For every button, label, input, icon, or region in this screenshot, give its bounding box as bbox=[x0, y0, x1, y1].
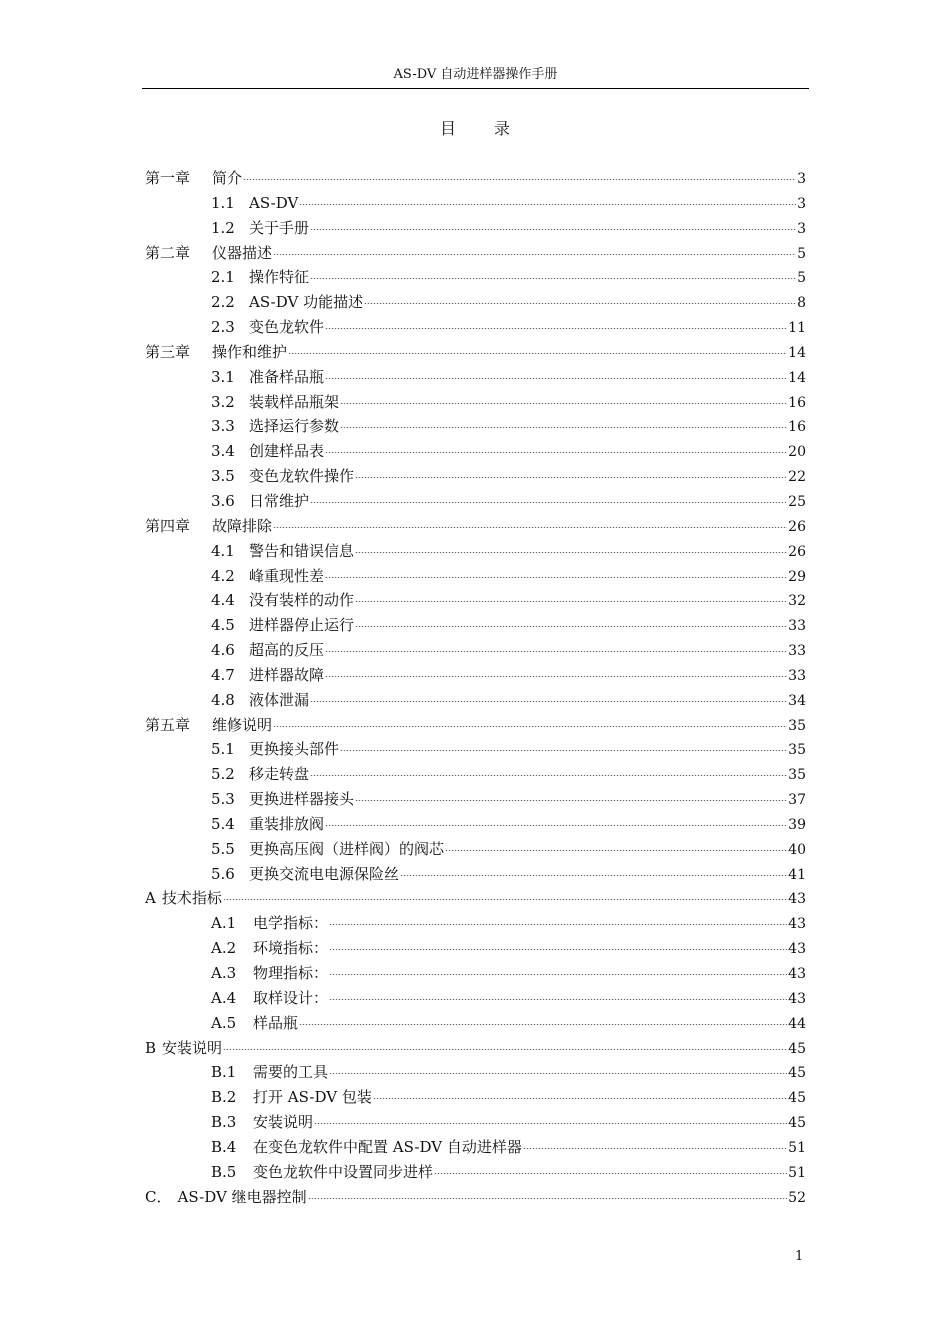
dot-leader bbox=[400, 875, 787, 876]
toc-entry-number: 2.3 bbox=[211, 318, 235, 337]
dot-leader bbox=[434, 1173, 787, 1174]
toc-entry[interactable] bbox=[145, 514, 806, 539]
toc-entry[interactable] bbox=[145, 439, 806, 464]
header-rule bbox=[142, 88, 809, 89]
toc-entry-number: 4.5 bbox=[211, 616, 235, 635]
toc-entry-label: 操作特征 bbox=[249, 268, 310, 287]
toc-entry-page: 3 bbox=[797, 171, 806, 187]
toc-entry-page: 37 bbox=[788, 792, 806, 809]
toc-entry-page: 3 bbox=[797, 220, 806, 237]
toc-entry-number: 第三章 bbox=[145, 342, 191, 361]
toc-entry-page: 43 bbox=[788, 990, 806, 1007]
toc-entry-label: 安装说明 bbox=[162, 1038, 223, 1057]
dot-leader bbox=[340, 403, 787, 404]
dot-leader bbox=[273, 726, 787, 727]
toc-entry-number: 4.7 bbox=[211, 665, 235, 684]
dot-leader bbox=[355, 800, 787, 801]
toc-entry[interactable] bbox=[145, 638, 806, 663]
toc-entry-page: 43 bbox=[788, 891, 806, 908]
toc-entry[interactable] bbox=[145, 1085, 806, 1110]
toc-entry[interactable] bbox=[145, 886, 806, 911]
toc-entry-page: 26 bbox=[788, 543, 806, 560]
toc-entry-label: 创建样品表 bbox=[249, 442, 325, 461]
toc-entry-page: 33 bbox=[788, 643, 806, 660]
dot-leader bbox=[308, 1198, 788, 1199]
dot-leader bbox=[310, 701, 787, 702]
toc-entry-number: B.5 bbox=[211, 1162, 237, 1181]
dot-leader bbox=[310, 278, 796, 279]
toc-entry-label: AS-DV 功能描述 bbox=[249, 293, 364, 312]
toc-entry-label: 样品瓶 bbox=[253, 1013, 299, 1032]
toc-entry-number: A.2 bbox=[211, 939, 237, 958]
toc-entry-number: 5.6 bbox=[211, 864, 235, 883]
toc-entry-number: 4.1 bbox=[211, 541, 235, 560]
toc-entry-page: 11 bbox=[788, 320, 806, 337]
toc-entry-label: 取样设计： bbox=[253, 988, 329, 1007]
toc-entry-number: 1.2 bbox=[211, 218, 235, 237]
dot-leader bbox=[223, 899, 787, 900]
toc-entry-number: B.2 bbox=[211, 1088, 237, 1107]
toc-entry-label: 更换进样器接头 bbox=[249, 790, 355, 809]
dot-leader bbox=[325, 651, 787, 652]
toc-entry-label: 操作和维护 bbox=[212, 342, 288, 361]
toc-entry-page: 25 bbox=[788, 493, 806, 510]
toc-entry[interactable] bbox=[145, 216, 806, 241]
toc-entry-number: 4.4 bbox=[211, 591, 235, 610]
toc-entry-page: 40 bbox=[788, 841, 806, 858]
toc-entry-number: B.4 bbox=[211, 1137, 237, 1156]
toc-entry[interactable] bbox=[145, 1011, 806, 1036]
toc-entry-page: 44 bbox=[788, 1015, 806, 1032]
dot-leader bbox=[310, 229, 796, 230]
toc-entry-page: 45 bbox=[788, 1040, 806, 1057]
toc-entry-label: 选择运行参数 bbox=[249, 417, 340, 436]
toc-entry-page: 35 bbox=[788, 742, 806, 759]
toc-entry-number: B.3 bbox=[211, 1113, 237, 1132]
dot-leader bbox=[355, 626, 787, 627]
toc-entry-label: 警告和错误信息 bbox=[249, 541, 355, 560]
toc-entry-label: 物理指标： bbox=[253, 964, 329, 982]
dot-leader bbox=[243, 179, 796, 180]
toc-entry-page: 51 bbox=[788, 1164, 806, 1181]
toc-entry-label: 简介 bbox=[212, 169, 243, 187]
toc-entry[interactable] bbox=[145, 787, 806, 812]
dot-leader bbox=[310, 775, 787, 776]
toc-entry-number: 3.3 bbox=[211, 417, 235, 436]
toc-entry-page: 14 bbox=[788, 369, 806, 386]
dot-leader bbox=[325, 328, 787, 329]
toc-title: 目录 bbox=[439, 119, 548, 138]
toc-entry-label: 更换高压阀（进样阀）的阀芯 bbox=[249, 839, 445, 858]
toc-entry-number: 4.8 bbox=[211, 690, 235, 709]
toc-entry[interactable] bbox=[145, 986, 806, 1011]
dot-leader bbox=[325, 577, 787, 578]
toc-entry-page: 16 bbox=[788, 394, 806, 411]
toc-entry-number: 第一章 bbox=[145, 169, 191, 187]
toc-entry[interactable] bbox=[145, 1135, 806, 1160]
dot-leader bbox=[329, 999, 787, 1000]
toc-entry-label: 超高的反压 bbox=[249, 641, 325, 660]
dot-leader bbox=[325, 378, 787, 379]
toc-entry-label: AS-DV 继电器控制 bbox=[177, 1187, 307, 1206]
toc-entry[interactable] bbox=[145, 1060, 806, 1085]
toc-entry-page: 35 bbox=[788, 717, 806, 734]
toc-entry[interactable] bbox=[145, 390, 806, 415]
toc-entry-number: 2.2 bbox=[211, 293, 235, 312]
toc-entry-label: 重装排放阀 bbox=[249, 814, 325, 833]
toc-entry[interactable] bbox=[145, 290, 806, 315]
dot-leader bbox=[340, 750, 787, 751]
toc-entry-page: 8 bbox=[797, 295, 806, 312]
toc-entry-number: A.5 bbox=[211, 1013, 237, 1032]
toc-entry-page: 34 bbox=[788, 692, 806, 709]
dot-leader bbox=[299, 204, 796, 205]
toc-entry-number: 2.1 bbox=[211, 268, 235, 287]
dot-leader bbox=[325, 676, 787, 677]
toc-entry[interactable] bbox=[145, 588, 806, 613]
toc-entry-label: 装载样品瓶架 bbox=[249, 392, 340, 411]
toc-entry-number: 3.4 bbox=[211, 442, 235, 461]
toc-entry-label: 变色龙软件中设置同步进样 bbox=[253, 1162, 434, 1181]
toc-entry[interactable] bbox=[145, 315, 806, 340]
dot-leader bbox=[355, 601, 787, 602]
toc-entry-page: 3 bbox=[797, 195, 806, 212]
dot-leader bbox=[273, 254, 796, 255]
toc-entry-number: 3.2 bbox=[211, 392, 235, 411]
dot-leader bbox=[355, 552, 787, 553]
toc-entry[interactable] bbox=[145, 961, 806, 986]
toc-entry-number: A.1 bbox=[211, 914, 237, 933]
toc-entry-page: 35 bbox=[788, 767, 806, 784]
toc-entry-number: 4.6 bbox=[211, 641, 235, 660]
toc-entry-page: 32 bbox=[788, 593, 806, 610]
toc-entry-page: 33 bbox=[788, 618, 806, 635]
toc-entry[interactable] bbox=[145, 166, 806, 191]
toc-entry-number: 5.5 bbox=[211, 839, 235, 858]
toc-entry[interactable] bbox=[145, 265, 806, 290]
running-header: AS-DV 自动进样器操作手册 bbox=[393, 67, 558, 82]
toc-entry-number: 5.2 bbox=[211, 765, 235, 784]
toc-entry-label: 电学指标： bbox=[253, 914, 329, 933]
toc-entry-page: 43 bbox=[788, 916, 806, 933]
toc-entry[interactable] bbox=[145, 936, 806, 961]
toc-entry[interactable] bbox=[145, 564, 806, 589]
toc-entry[interactable] bbox=[145, 414, 806, 439]
toc-entry-label: 进样器停止运行 bbox=[249, 616, 355, 635]
toc-entry-label: 仪器描述 bbox=[212, 243, 273, 262]
toc-entry-number: 第五章 bbox=[145, 715, 191, 734]
dot-leader bbox=[445, 850, 787, 851]
page-number: 1 bbox=[795, 1249, 804, 1264]
toc-entry-page: 39 bbox=[788, 816, 806, 833]
toc-entry-label: 关于手册 bbox=[249, 218, 310, 237]
toc-entry-label: 安装说明 bbox=[253, 1113, 314, 1132]
toc-entry[interactable] bbox=[145, 365, 806, 390]
toc-entry-label: 更换接头部件 bbox=[249, 740, 340, 759]
dot-leader bbox=[325, 825, 787, 826]
dot-leader bbox=[314, 1123, 787, 1124]
table-of-contents bbox=[145, 166, 806, 1209]
toc-entry[interactable] bbox=[145, 663, 806, 688]
toc-entry-number: 3.6 bbox=[211, 491, 235, 510]
toc-entry-label: 日常维护 bbox=[249, 491, 310, 510]
toc-entry-page: 45 bbox=[788, 1115, 806, 1132]
toc-entry-page: 16 bbox=[788, 419, 806, 436]
toc-entry-number: 5.4 bbox=[211, 814, 235, 833]
toc-entry-number: C． bbox=[145, 1187, 172, 1206]
toc-entry-label: 需要的工具 bbox=[253, 1063, 329, 1082]
toc-entry-label: 打开 AS-DV 包装 bbox=[253, 1088, 372, 1107]
dot-leader bbox=[329, 924, 787, 925]
toc-entry[interactable] bbox=[145, 862, 806, 887]
dot-leader bbox=[373, 1098, 787, 1099]
toc-entry-page: 52 bbox=[788, 1189, 806, 1206]
toc-entry[interactable] bbox=[145, 191, 806, 216]
toc-entry-number: 1.1 bbox=[211, 193, 235, 212]
toc-entry[interactable] bbox=[145, 1185, 806, 1210]
toc-entry-page: 43 bbox=[788, 941, 806, 958]
toc-entry-label: 故障排除 bbox=[212, 516, 273, 535]
toc-entry-page: 33 bbox=[788, 667, 806, 684]
dot-leader bbox=[329, 974, 787, 975]
toc-entry[interactable] bbox=[145, 688, 806, 713]
dot-leader bbox=[288, 353, 787, 354]
toc-entry-label: 变色龙软件 bbox=[249, 318, 325, 337]
dot-leader bbox=[310, 502, 787, 503]
dot-leader bbox=[329, 949, 787, 950]
toc-entry-number: 3.1 bbox=[211, 367, 235, 386]
toc-entry-label: 峰重现性差 bbox=[249, 566, 325, 585]
toc-entry[interactable] bbox=[145, 737, 806, 762]
toc-entry-page: 51 bbox=[788, 1139, 806, 1156]
toc-entry-page: 5 bbox=[797, 270, 806, 287]
toc-entry-label: 进样器故障 bbox=[249, 665, 325, 684]
toc-entry[interactable] bbox=[145, 340, 806, 365]
toc-entry-label: 没有装样的动作 bbox=[249, 591, 355, 610]
toc-entry[interactable] bbox=[145, 812, 806, 837]
dot-leader bbox=[329, 1073, 787, 1074]
toc-entry-number: B.1 bbox=[211, 1063, 237, 1082]
toc-entry-number: 5.3 bbox=[211, 790, 235, 809]
toc-entry-number: 3.5 bbox=[211, 467, 235, 486]
toc-entry-page: 43 bbox=[788, 966, 806, 982]
toc-entry-page: 41 bbox=[788, 866, 806, 883]
dot-leader bbox=[355, 477, 787, 478]
toc-entry[interactable] bbox=[145, 539, 806, 564]
toc-entry-label: 更换交流电电源保险丝 bbox=[249, 864, 400, 883]
toc-entry-number: A.4 bbox=[211, 988, 237, 1007]
toc-entry-number: 4.2 bbox=[211, 566, 235, 585]
toc-entry[interactable] bbox=[145, 489, 806, 514]
toc-entry-page: 22 bbox=[788, 469, 806, 486]
toc-entry-page: 5 bbox=[797, 245, 806, 262]
toc-entry-page: 14 bbox=[788, 344, 806, 361]
toc-entry-number: 5.1 bbox=[211, 740, 235, 759]
toc-entry-label: 维修说明 bbox=[212, 715, 273, 734]
toc-entry[interactable] bbox=[145, 613, 806, 638]
toc-entry-page: 45 bbox=[788, 1090, 806, 1107]
toc-entry-number: A.3 bbox=[211, 964, 237, 982]
toc-entry[interactable] bbox=[145, 1036, 806, 1061]
dot-leader bbox=[299, 1024, 787, 1025]
dot-leader bbox=[273, 527, 787, 528]
toc-entry-label: 变色龙软件操作 bbox=[249, 467, 355, 486]
toc-entry[interactable] bbox=[145, 837, 806, 862]
toc-entry-number: A bbox=[145, 889, 156, 908]
toc-entry-number: B bbox=[145, 1038, 157, 1057]
toc-entry-label: 移走转盘 bbox=[249, 765, 310, 784]
toc-entry[interactable] bbox=[145, 1110, 806, 1135]
toc-entry[interactable] bbox=[145, 762, 806, 787]
toc-entry-label: 技术指标 bbox=[161, 889, 222, 908]
toc-entry[interactable] bbox=[145, 464, 806, 489]
toc-entry-page: 45 bbox=[788, 1065, 806, 1082]
toc-entry-label: AS-DV bbox=[249, 193, 299, 212]
dot-leader bbox=[223, 1049, 787, 1050]
dot-leader bbox=[523, 1148, 787, 1149]
toc-entry-page: 20 bbox=[788, 444, 806, 461]
toc-entry-label: 液体泄漏 bbox=[249, 690, 310, 709]
toc-entry-page: 29 bbox=[788, 568, 806, 585]
toc-entry-number: 第二章 bbox=[145, 243, 191, 262]
toc-entry-number: 第四章 bbox=[145, 516, 191, 535]
dot-leader bbox=[325, 452, 787, 453]
toc-entry-label: 环境指标： bbox=[253, 939, 329, 958]
toc-entry-label: 在变色龙软件中配置 AS-DV 自动进样器 bbox=[253, 1137, 522, 1156]
toc-entry-label: 准备样品瓶 bbox=[249, 367, 325, 386]
dot-leader bbox=[340, 427, 787, 428]
toc-entry[interactable] bbox=[145, 241, 806, 266]
toc-entry[interactable] bbox=[145, 1160, 806, 1185]
toc-entry[interactable] bbox=[145, 713, 806, 738]
toc-entry-page: 26 bbox=[788, 518, 806, 535]
toc-entry[interactable] bbox=[145, 911, 806, 936]
dot-leader bbox=[364, 303, 796, 304]
